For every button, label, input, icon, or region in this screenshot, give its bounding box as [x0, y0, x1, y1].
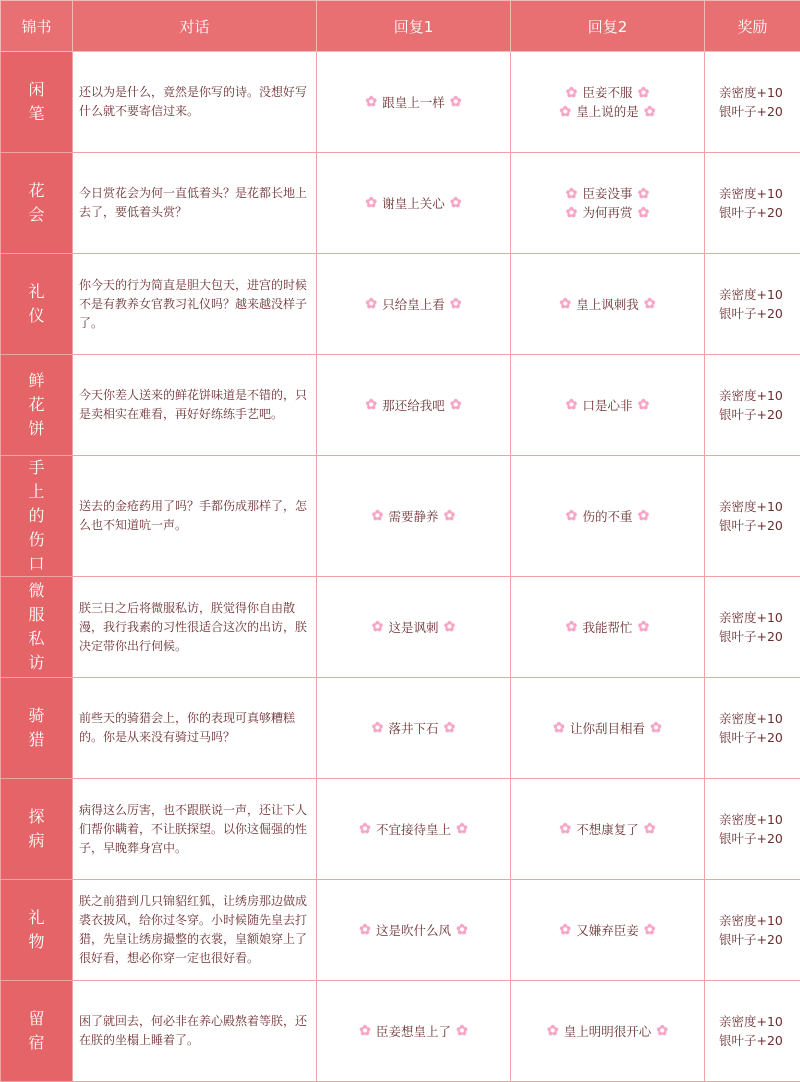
reply-option[interactable] [546, 1022, 670, 1041]
reward-cell [705, 153, 800, 254]
flower-icon: ✿ [637, 187, 651, 201]
reply-option-label: 皇上明明很开心 [564, 1022, 652, 1041]
reply-option-label: 只给皇上看 [382, 295, 445, 314]
reward-cell [705, 254, 800, 355]
reply-option-label: 那还给我吧 [382, 396, 445, 415]
header-reward: 奖励 [705, 1, 800, 52]
reply-option[interactable] [364, 194, 463, 213]
reply-option[interactable] [552, 719, 663, 738]
flower-icon: ✿ [643, 822, 657, 836]
letter-name-text: 骑猎 [27, 704, 47, 752]
letter-name-text: 闲笔 [27, 78, 47, 126]
reply1-cell [317, 52, 511, 153]
reply-option-label: 这是讽刺 [388, 618, 438, 637]
letter-name [1, 153, 73, 254]
reward-item: 亲密度+10 [719, 386, 800, 405]
reward-item: 亲密度+10 [719, 810, 800, 829]
reply-option-label: 皇上讽刺我 [576, 295, 639, 314]
reward-item: 银叶子+20 [719, 728, 800, 747]
reply-option-label: 臣妾想皇上了 [376, 1022, 451, 1041]
dialog-text: 困了就回去，何必非在养心殿熬着等朕，还在朕的坐榻上睡着了。 [73, 981, 317, 1082]
reward-item: 银叶子+20 [719, 829, 800, 848]
reply-option-label: 臣妾不服 [582, 83, 632, 102]
reply-option[interactable] [564, 618, 650, 637]
reward-item: 亲密度+10 [719, 285, 800, 304]
reward-cell [705, 880, 800, 981]
reply-option[interactable] [558, 295, 657, 314]
flower-icon: ✿ [643, 105, 657, 119]
table-row [1, 355, 800, 456]
dialog-text: 还以为是什么，竟然是你写的诗。没想好写什么就不要寄信过来。 [73, 52, 317, 153]
letter-name-text: 微服私访 [27, 579, 47, 675]
reward-item: 银叶子+20 [719, 930, 800, 949]
flower-icon: ✿ [637, 398, 651, 412]
reward-item: 银叶子+20 [719, 203, 800, 222]
reply-option-label: 让你刮目相看 [570, 719, 645, 738]
letter-name-text: 留宿 [27, 1007, 47, 1055]
reply-option[interactable] [564, 83, 650, 102]
reply1-cell [317, 779, 511, 880]
flower-icon: ✿ [649, 721, 663, 735]
reward-item: 银叶子+20 [719, 516, 800, 535]
reply-option[interactable] [364, 295, 463, 314]
table-row [1, 153, 800, 254]
flower-icon: ✿ [558, 105, 572, 119]
reply-option[interactable] [370, 618, 456, 637]
flower-icon: ✿ [564, 206, 578, 220]
table-row [1, 254, 800, 355]
reward-cell [705, 52, 800, 153]
flower-icon: ✿ [370, 721, 384, 735]
dialog-text: 朕之前猎到几只锦貂红狐，让绣房那边做成裘衣披风，给你过冬穿。小时候随先皇去打猎，先皇让绣房撮整的衣裳，皇额娘穿上了很好看，想必你穿一定也很好看。 [73, 880, 317, 981]
reply1-cell [317, 355, 511, 456]
dialog-text: 朕三日之后将微服私访，朕觉得你自由散漫，我行我素的习性很适合这次的出访，朕决定带你出行伺候。 [73, 577, 317, 678]
header-reply1: 回复1 [317, 1, 511, 52]
reply1-cell [317, 678, 511, 779]
flower-icon: ✿ [637, 509, 651, 523]
flower-icon: ✿ [558, 822, 572, 836]
header-row [1, 1, 800, 52]
flower-icon: ✿ [655, 1024, 669, 1038]
reply-option[interactable] [358, 820, 469, 839]
reply1-cell [317, 981, 511, 1082]
reply-option-label: 又嫌弃臣妾 [576, 921, 639, 940]
flower-icon: ✿ [443, 509, 457, 523]
letter-name [1, 577, 73, 678]
reply-option[interactable] [370, 719, 456, 738]
reward-item: 亲密度+10 [719, 911, 800, 930]
reply-option-label: 需要静养 [388, 507, 438, 526]
flower-icon: ✿ [370, 620, 384, 634]
letter-name-text: 手上的伤口 [27, 456, 47, 576]
flower-icon: ✿ [449, 297, 463, 311]
letter-name-text: 花会 [27, 179, 47, 227]
flower-icon: ✿ [455, 923, 469, 937]
letter-name [1, 981, 73, 1082]
reply1-cell [317, 880, 511, 981]
flower-icon: ✿ [564, 620, 578, 634]
reply-option[interactable] [358, 921, 469, 940]
reply-option-label: 不宜接待皇上 [376, 820, 451, 839]
flower-icon: ✿ [552, 721, 566, 735]
reply-option[interactable] [364, 396, 463, 415]
reply-option-label: 伤的不重 [582, 507, 632, 526]
table-row [1, 577, 800, 678]
reply2-cell [511, 52, 705, 153]
reply2-cell [511, 456, 705, 577]
flower-icon: ✿ [449, 196, 463, 210]
reward-item: 亲密度+10 [719, 1012, 800, 1031]
reward-cell [705, 981, 800, 1082]
reply-option-label: 落井下石 [388, 719, 438, 738]
reply-option-label: 跟皇上一样 [382, 93, 445, 112]
header-name: 锦书 [1, 1, 73, 52]
table-row [1, 880, 800, 981]
flower-icon: ✿ [558, 923, 572, 937]
dialog-text: 今日赏花会为何一直低着头？是花都长地上去了，要低着头赏？ [73, 153, 317, 254]
reward-item: 亲密度+10 [719, 184, 800, 203]
letter-name-text: 探病 [27, 805, 47, 853]
letter-name-text: 礼仪 [27, 280, 47, 328]
reward-item: 亲密度+10 [719, 709, 800, 728]
letter-name [1, 779, 73, 880]
letter-name [1, 355, 73, 456]
table-row [1, 456, 800, 577]
reward-cell [705, 678, 800, 779]
letter-name [1, 52, 73, 153]
flower-icon: ✿ [564, 398, 578, 412]
letter-name-text: 礼物 [27, 906, 47, 954]
reply-option[interactable] [370, 507, 456, 526]
flower-icon: ✿ [364, 297, 378, 311]
flower-icon: ✿ [449, 95, 463, 109]
reward-item: 亲密度+10 [719, 83, 800, 102]
flower-icon: ✿ [364, 398, 378, 412]
reply1-cell [317, 254, 511, 355]
reward-item: 亲密度+10 [719, 497, 800, 516]
reply-option-label: 我能帮忙 [582, 618, 632, 637]
flower-icon: ✿ [358, 923, 372, 937]
reply1-cell [317, 456, 511, 577]
reply2-cell [511, 981, 705, 1082]
flower-icon: ✿ [358, 1024, 372, 1038]
reward-item: 银叶子+20 [719, 1031, 800, 1050]
flower-icon: ✿ [637, 86, 651, 100]
flower-icon: ✿ [449, 398, 463, 412]
table-row [1, 779, 800, 880]
letter-name-text: 鲜花饼 [27, 369, 47, 441]
flower-icon: ✿ [370, 509, 384, 523]
reply-option[interactable] [564, 507, 650, 526]
dialog-text: 送去的金疮药用了吗？手都伤成那样了，怎么也不知道吭一声。 [73, 456, 317, 577]
reply-option-label: 口是心非 [582, 396, 632, 415]
table-row [1, 981, 800, 1082]
flower-icon: ✿ [637, 206, 651, 220]
reply1-cell [317, 153, 511, 254]
flower-icon: ✿ [358, 822, 372, 836]
reply-option-label: 皇上说的是 [576, 102, 639, 121]
reply-option[interactable] [364, 93, 463, 112]
letter-name [1, 880, 73, 981]
reply2-cell [511, 880, 705, 981]
flower-icon: ✿ [546, 1024, 560, 1038]
reply2-cell [511, 254, 705, 355]
flower-icon: ✿ [564, 86, 578, 100]
reply-option[interactable] [558, 820, 657, 839]
flower-icon: ✿ [455, 1024, 469, 1038]
reward-item: 亲密度+10 [719, 608, 800, 627]
reward-item: 银叶子+20 [719, 304, 800, 323]
reply2-cell [511, 577, 705, 678]
reply-option-label: 这是吹什么风 [376, 921, 451, 940]
dialog-text: 今天你差人送来的鲜花饼味道是不错的，只是卖相实在难看，再好好练练手艺吧。 [73, 355, 317, 456]
reply-option[interactable] [564, 184, 650, 203]
flower-icon: ✿ [443, 620, 457, 634]
header-dialog: 对话 [73, 1, 317, 52]
reply1-cell [317, 577, 511, 678]
reply-option[interactable] [558, 921, 657, 940]
flower-icon: ✿ [564, 509, 578, 523]
flower-icon: ✿ [643, 297, 657, 311]
dialog-text: 病得这么厉害，也不跟朕说一声，还让下人们帮你瞒着，不让朕探望。以你这倔强的性子，早晚葬身宫中。 [73, 779, 317, 880]
reply2-cell [511, 678, 705, 779]
reward-cell [705, 355, 800, 456]
table-row [1, 678, 800, 779]
reply-option[interactable] [564, 203, 650, 222]
flower-icon: ✿ [364, 95, 378, 109]
table-row [1, 52, 800, 153]
reply-option-label: 为何再赏 [582, 203, 632, 222]
flower-icon: ✿ [564, 187, 578, 201]
reply-option[interactable] [358, 1022, 469, 1041]
dialog-text: 你今天的行为简直是胆大包天，进宫的时候不是有教养女官教习礼仪吗？越来越没样子了。 [73, 254, 317, 355]
reward-item: 银叶子+20 [719, 627, 800, 646]
reply-option-label: 臣妾没事 [582, 184, 632, 203]
reply-option-label: 谢皇上关心 [382, 194, 445, 213]
letter-name [1, 254, 73, 355]
reply-option[interactable] [558, 102, 657, 121]
reward-cell [705, 779, 800, 880]
letter-name [1, 678, 73, 779]
reward-cell [705, 577, 800, 678]
reply-option-label: 不想康复了 [576, 820, 639, 839]
reply2-cell [511, 355, 705, 456]
flower-icon: ✿ [637, 620, 651, 634]
reward-item: 银叶子+20 [719, 405, 800, 424]
flower-icon: ✿ [455, 822, 469, 836]
flower-icon: ✿ [443, 721, 457, 735]
header-reply2: 回复2 [511, 1, 705, 52]
flower-icon: ✿ [558, 297, 572, 311]
reply2-cell [511, 779, 705, 880]
reply-option[interactable] [564, 396, 650, 415]
reward-item: 银叶子+20 [719, 102, 800, 121]
reward-cell [705, 456, 800, 577]
letter-name [1, 456, 73, 577]
dialog-text: 前些天的骑猎会上，你的表现可真够糟糕的。你是从来没有骑过马吗？ [73, 678, 317, 779]
flower-icon: ✿ [364, 196, 378, 210]
flower-icon: ✿ [643, 923, 657, 937]
reply2-cell [511, 153, 705, 254]
